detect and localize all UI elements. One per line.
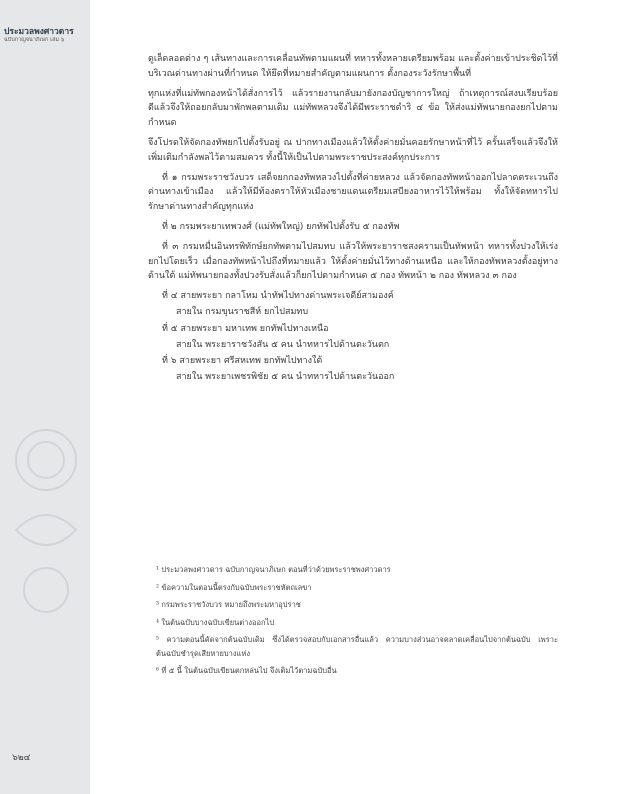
book-title: ประมวลพงศาวดาร bbox=[4, 27, 74, 37]
list-subitem: สายใน กรมขุนราชสีห์ ยกไปสมทบ bbox=[176, 306, 309, 317]
paragraph: จึงโปรดให้จัดกองทัพยกไปตั้งรับอยู่ ณ ปากทางเมืองแล้วให้ตั้งค่ายมั่นคอยรักษาหน้าที่ไว้ ครั้นเสร็จแล้วจึงให้เพิ่มเติมกำลังพลไว้ตามสมควร ทั้งนี้ให้เป็นไปตามพระราชประสงค์ทุกประการ bbox=[148, 137, 558, 163]
list-subitem: สายใน พระยาราชวังสัน ๕ คน นำทหารไปด้านตะวันตก bbox=[176, 339, 390, 350]
paragraph: ดูเล็ดลอดต่าง ๆ เส้นทางและการเคลื่อนทัพตามแผนที่ ทหารทั้งหลายเตรียมพร้อม และตั้งค่ายเข้าประชิดไว้ที่บริเวณด่านทางผ่านที่กำหนด ให้ยึดที่หมายสำคัญตามแผนการ ตั้งกองระวังรักษาพื้นที่ bbox=[148, 54, 558, 79]
footnotes bbox=[148, 563, 558, 682]
list-item: ที่ ๔ สายพระยา กลาโหม นำทัพไปทางด่านพระเจดีย์สามองค์ bbox=[162, 291, 394, 302]
book-subtitle: ฉบับกาญจนาภิเษก เล่ม ๖ bbox=[4, 37, 65, 43]
sidebar bbox=[0, 0, 90, 794]
page-number: ๖๒๔ bbox=[12, 753, 31, 763]
main-content bbox=[148, 52, 558, 387]
footnote: ¹ ประมวลพงศาวดาร ฉบับกาญจนาภิเษก ตอนที่ว่าด้วยพระราชพงศาวดาร bbox=[156, 565, 391, 574]
footnote: ² ข้อความในตอนนี้ตรงกับฉบับพระราชหัตถเลขา bbox=[156, 582, 312, 592]
paragraph: ที่ ๒ กรมพระยาเทพวงศ์ (แม่ทัพใหญ่) ยกทัพไปตั้งรับ ๕ กองทัพ bbox=[162, 221, 400, 232]
footnote: ⁶ ที่ ๕ นี้ ในต้นฉบับเขียนตกหล่นไป จึงเติมไว้ตามฉบับอื่น bbox=[156, 666, 337, 675]
list-item: ที่ ๕ สายพระยา มหาเทพ ยกทัพไปทางเหนือ bbox=[162, 323, 329, 334]
footnote: ⁵ ความตอนนี้คัดจากต้นฉบับเดิม ซึ่งได้ตรวจสอบกับเอกสารอื่นแล้ว ความบางส่วนอาจคลาดเคลื่อนไปจากต้นฉบับ เพราะต้นฉบับชำรุดเสียหายบางแห่ง bbox=[156, 635, 558, 658]
list-item: ที่ ๖ สายพระยา ศรีสหเทพ ยกทัพไปทางใต้ bbox=[162, 356, 323, 367]
paragraph: ที่ ๓ กรมหมื่นอินทรพิทักษ์ยกทัพตามไปสมทบ แล้วให้พระยาราชสงครามเป็นทัพหน้า ทหารทั้งปวงให้เร่งยกไปโดยเร็ว เมื่อกองทัพหน้าไปถึงที่หมายแล้ว ให้ตั้งค่ายมั่นไว้ทางด้านเหนือ และให้กองทัพหลวงตั้งอยู่ทางด้านใต้ แม่ทัพนายกองทั้งปวงรับสั่งแล้วก็ยกไปตามกำหนด ๕ กอง ทัพหน้า ๒ กอง ทัพหลวง ๓ กอง bbox=[148, 241, 558, 282]
list-subitem: สายใน พระยาเพชรพิชัย ๕ คน นำทหารไปด้านตะวันออก bbox=[176, 372, 395, 383]
footnote: ³ กรมพระราชวังบวร หมายถึงพระมหาอุปราช bbox=[156, 600, 301, 609]
paragraph: ทุกแห่งที่แม่ทัพกองหน้าได้สั่งการไว้ แล้วรายงานกลับมายังกองบัญชาการใหญ่ ถ้าเหตุการณ์สงบเรียบร้อยดีแล้วจึงให้ถอยกลับมาพักพลตามเดิม แม่ทัพหลวงจึงได้มีพระราชดำริ ๔ ข้อ ให้ส่งแม่ทัพนายกองยกไปตามกำหนด bbox=[148, 88, 558, 129]
decorative-pattern-icon bbox=[6, 420, 86, 620]
footnote: ⁴ ในต้นฉบับบางฉบับเขียนต่างออกไป bbox=[156, 617, 275, 627]
paragraph: ที่ ๑ กรมพระราชวังบวร เสด็จยกกองทัพหลวงไปตั้งที่ค่ายหลวง แล้วจัดกองทัพหน้าออกไปลาดตระเวนถึงด่านทางเข้าเมือง แล้วให้มีท้องตราให้หัวเมืองชายแดนเตรียมเสบียงอาหารไว้ให้พร้อม ทั้งให้จัดทหารไปรักษาด่านทางสำคัญทุกแห่ง bbox=[148, 172, 558, 213]
